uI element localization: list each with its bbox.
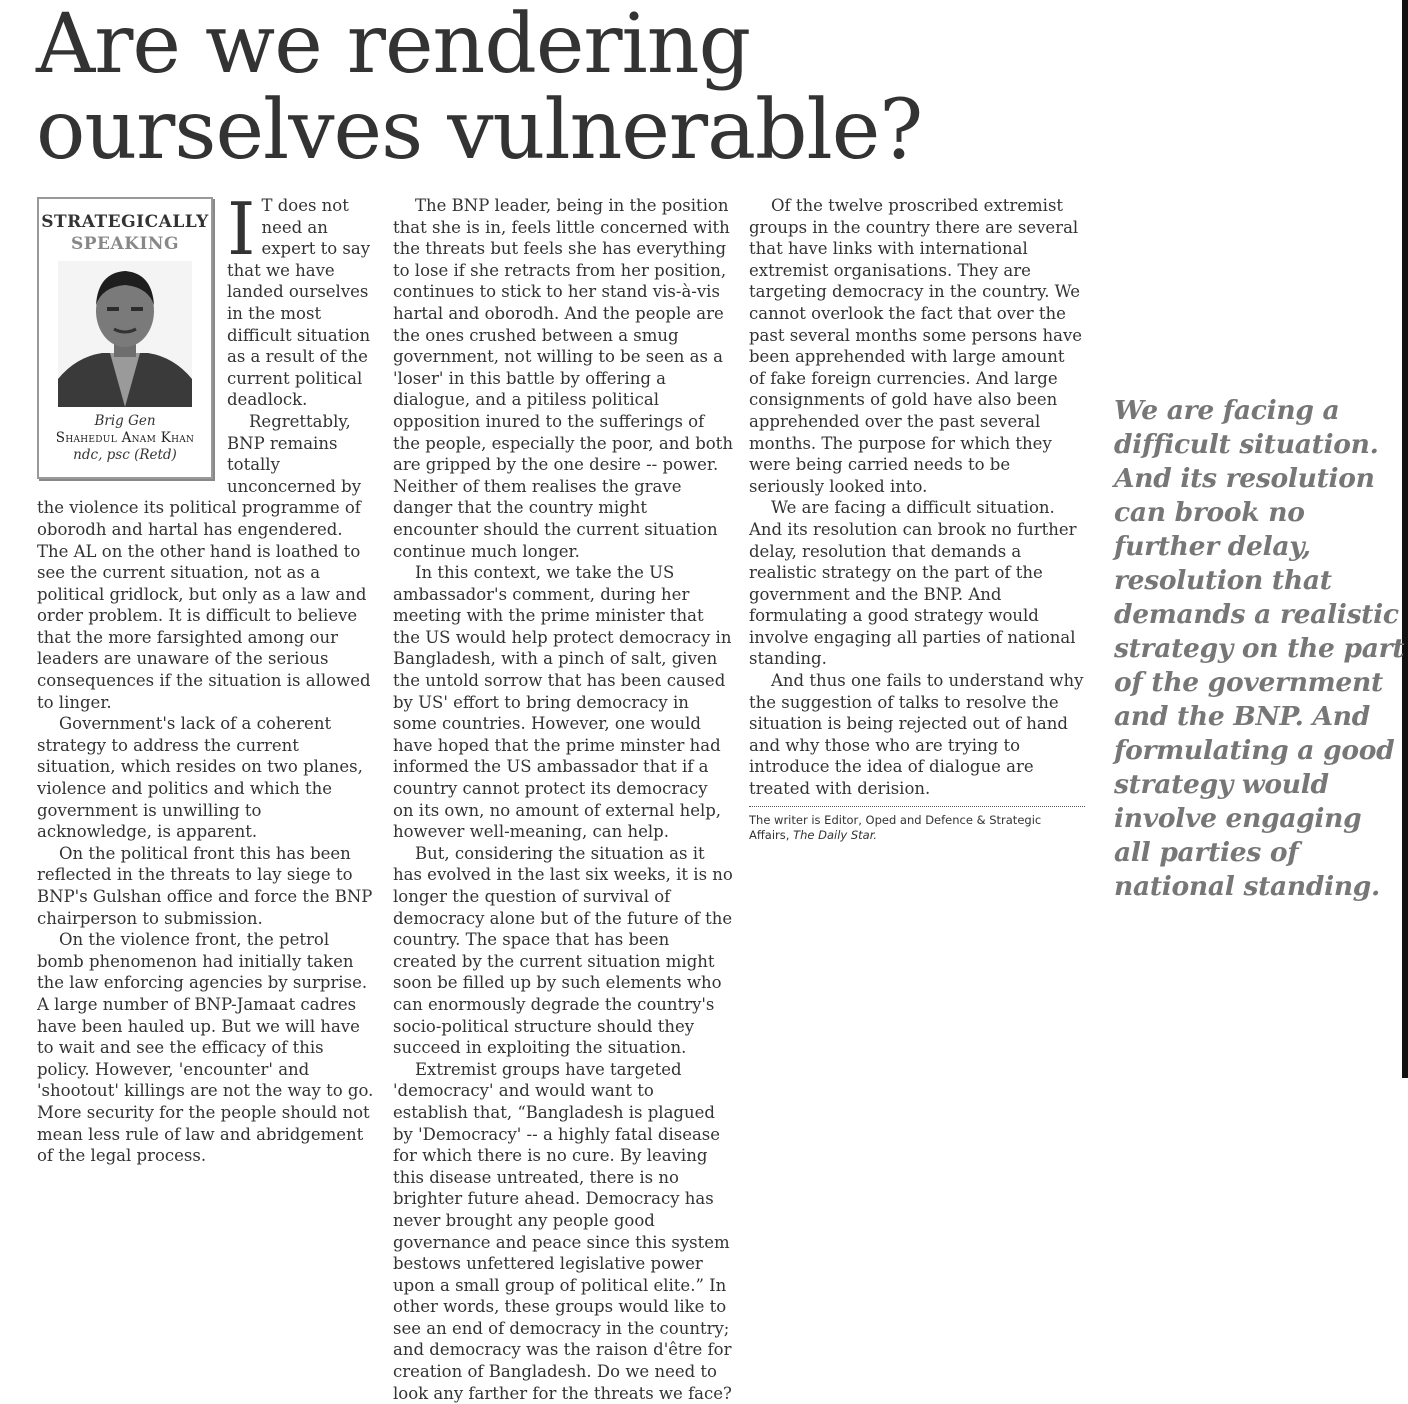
pull-quote: We are facing a difficult situation. And its resolution can brook no further delay, resolution that demands a realistic strategy on the part of the government and the BNP. And formulating a good strategy would involve engaging all parties of national standing.: [1114, 395, 1405, 902]
paragraph-9: Extremist groups have targeted 'democracy' and would want to establish that, “Bangladesh is plagued by 'Democracy' -- a highly fatal disease for which there is no cure. By leaving this disease untreated, there is no brighter future ahead. Democracy has never brought any people good governance and peace since this system bestows unfettered legislative power upon a small group of political elite.” In other words, these groups would like to see an end of democracy in the country; and democracy was the raison d'être for creation of Bangladesh. Do we need to look any farther for the threats we face?: [393, 1059, 732, 1403]
column-title-speaking: SPEAKING: [71, 234, 179, 254]
paragraph-1: T does not need an expert to say that we have landed ourselves in the most difficult situation as a result of the current political deadlock.: [227, 196, 371, 410]
paragraph-3: Government's lack of a coherent strategy to address the current situation, which resides on two planes, violence and politics and which the government is unwilling to acknowledge, is apparent.: [37, 714, 363, 842]
headline: Are we rendering ourselves vulnerable?: [36, 0, 923, 178]
paragraph-12: And thus one fails to understand why the suggestion of talks to resolve the situation is being rejected out of hand and why those who are trying to introduce the idea of dialogue are treated with derision.: [749, 671, 1084, 799]
paragraph-6: The BNP leader, being in the position that she is in, feels little concerned with the threats but feels she has everything to lose if she retracts from her position, continues to stick to her stand vis-à-vis hartal and oborodh. And the people are the ones crushed between a smug government, not willing to be seen as a 'loser' in this battle by offering a dialogue, and a pitiless political opposition inured to the sufferings of the people, especially the poor, and both are gripped by the one desire -- power. Neither of them realises the grave danger that the country might encounter should the current situation continue much longer.: [393, 196, 733, 561]
column-byline-box: [37, 197, 213, 479]
author-photo: [58, 261, 192, 407]
footnote-publication: The Daily Star.: [793, 827, 878, 842]
paragraph-4: On the political front this has been reflected in the threats to lay siege to BNP's Gulshan office and force the BNP chairperson to submission.: [37, 843, 373, 928]
paragraph-5: On the violence front, the petrol bomb phenomenon had initially taken the law enforcing agencies by surprise. A large number of BNP-Jamaat cadres have been hauled up. But we will have to wait and see the efficacy of this policy. However, 'encounter' and 'shootout' killings are not the way to go. More security for the people should not mean less rule of law and abridgement of the legal process.: [37, 930, 374, 1166]
author-footnote: [749, 813, 1085, 843]
drop-cap: I: [227, 187, 256, 271]
article-column-2: [393, 195, 733, 1403]
paragraph-11: We are facing a difficult situation. And its resolution can brook no further delay, resolution that demands a realistic strategy on the part of the government and the BNP. And formulating a good strategy would involve engaging all parties of national standing.: [749, 498, 1077, 669]
footnote-divider: [749, 806, 1085, 807]
paragraph-8: But, considering the situation as it has evolved in the last six weeks, it is no longer the question of survival of democracy alone but of the future of the country. The space that has been created by the current situation might soon be filled up by such elements who can enormously degrade the country's socio-political structure should they succeed in exploiting the situation.: [393, 843, 733, 1058]
paragraph-10: Of the twelve proscribed extremist groups in the country there are several that have links with international extremist organisations. They are targeting democracy in the country. We cannot overlook the fact that over the past several months some persons have been apprehended with large amount of fake foreign currencies. And large consignments of gold have also been apprehended over the past several months. The purpose for which they were being carried needs to be seriously looked into.: [749, 196, 1083, 496]
author-rank: Brig Gen: [94, 413, 156, 429]
column-title-strategically: STRATEGICALLY: [41, 212, 209, 232]
paragraph-2: Regrettably, BNP remains totally unconcerned by the violence its political programme of oborodh and hartal has engendered. The AL on the other hand is loathed to see the current situation, not as a political gridlock, but only as a law and order problem. It is difficult to believe that the more farsighted among our leaders are unaware of the serious consequences if the situation is allowed to linger.: [37, 411, 371, 712]
footnote-text: The writer is Editor, Oped and Defence & Strategic Affairs,: [749, 812, 1042, 842]
author-name: Shahedul Anam Khan: [55, 430, 195, 446]
paragraph-7: In this context, we take the US ambassador's comment, during her meeting with the prime minister that the US would help protect democracy in Bangladesh, with a pinch of salt, given the untold sorrow that has been caused by US' effort to bring democracy in some countries. However, one would have hoped that the prime minster had informed the US ambassador that if a country cannot protect its democracy on its own, no amount of external help, however well-meaning, can help.: [393, 563, 732, 842]
author-credentials: ndc, psc (Retd): [73, 447, 177, 463]
article-column-3: [749, 195, 1085, 1078]
article-column-1: [37, 187, 377, 1166]
